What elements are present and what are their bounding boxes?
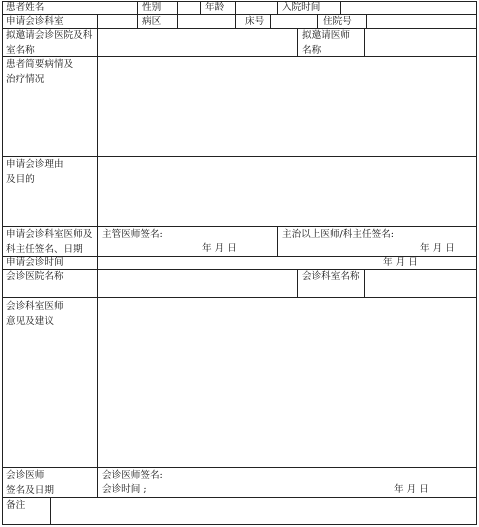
senior-sign-label: 主治以上医师/科主任签名: <box>282 229 394 240</box>
reason-field[interactable] <box>98 157 476 226</box>
senior-sign-field[interactable] <box>278 227 476 256</box>
invited-doctor-field[interactable] <box>365 29 476 56</box>
patient-name-label: 患者姓名 <box>6 2 45 13</box>
invited-hospital-dept-field[interactable] <box>98 29 297 56</box>
ward-field[interactable] <box>178 15 235 28</box>
condition-field[interactable] <box>98 57 476 156</box>
reason-label: 申请会诊理由 及目的 <box>6 159 64 185</box>
hospital-no-field[interactable] <box>367 15 476 28</box>
col-line <box>277 1 278 14</box>
gender-label: 性别 <box>142 2 162 13</box>
remarks-field[interactable] <box>51 498 476 524</box>
remarks-label: 备注 <box>6 500 26 511</box>
request-time-field[interactable] <box>98 257 476 269</box>
col-line <box>297 269 298 297</box>
consultation-request-form <box>2 1 477 525</box>
row-line <box>2 524 477 525</box>
request-time-date: 年 月 日 <box>383 257 418 268</box>
attending-sign-field[interactable] <box>98 227 277 256</box>
col-line <box>2 1 3 525</box>
consult-dept-label: 会诊科室名称 <box>302 271 360 282</box>
opinion-label: 会诊科室医师 意见及建议 <box>6 301 64 327</box>
gender-field[interactable] <box>178 2 199 14</box>
bed-no-field[interactable] <box>271 15 317 28</box>
col-line <box>200 1 201 14</box>
admission-time-field[interactable] <box>341 2 476 14</box>
consultant-label: 会诊医师 签名及日期 <box>6 470 54 496</box>
col-line <box>297 28 298 56</box>
attending-sign-label: 主管医师签名: <box>102 229 163 240</box>
consultant-time-label: 会诊时间 ; <box>102 484 147 495</box>
requesting-dept-field[interactable] <box>98 15 137 28</box>
col-line <box>137 1 138 14</box>
col-line <box>317 14 318 28</box>
consult-dept-field[interactable] <box>365 270 476 297</box>
signatures-label: 申请会诊科室医师及 科主任签名、日期 <box>6 229 93 255</box>
col-line <box>476 1 477 525</box>
patient-name-field[interactable] <box>52 2 136 14</box>
consult-hospital-label: 会诊医院名称 <box>6 271 64 282</box>
ward-label: 病区 <box>142 16 162 27</box>
condition-label: 患者简要病情及 治疗情况 <box>6 59 74 85</box>
consultant-date: 年 月 日 <box>394 484 429 495</box>
bed-no-label: 床号 <box>245 16 265 27</box>
attending-date: 年 月 日 <box>202 243 237 254</box>
consultant-sign-label: 会诊医师签名: <box>102 470 163 481</box>
invited-hospital-dept-label: 拟邀请会诊医院及科 室名称 <box>6 30 93 56</box>
age-label: 年龄 <box>205 2 225 13</box>
consultant-sign-field[interactable] <box>98 468 476 497</box>
invited-doctor-label: 拟邀请医师 名称 <box>302 30 350 56</box>
consult-hospital-field[interactable] <box>98 270 297 297</box>
age-field[interactable] <box>236 2 276 14</box>
opinion-field[interactable] <box>98 298 476 467</box>
col-line <box>137 14 138 28</box>
requesting-dept-label: 申请会诊科室 <box>6 16 64 27</box>
hospital-no-label: 住院号 <box>323 16 352 27</box>
col-line <box>235 14 236 28</box>
admission-time-label: 入院时间 <box>282 2 321 13</box>
request-time-label: 申请会诊时间 <box>6 257 64 268</box>
senior-date: 年 月 日 <box>420 243 455 254</box>
